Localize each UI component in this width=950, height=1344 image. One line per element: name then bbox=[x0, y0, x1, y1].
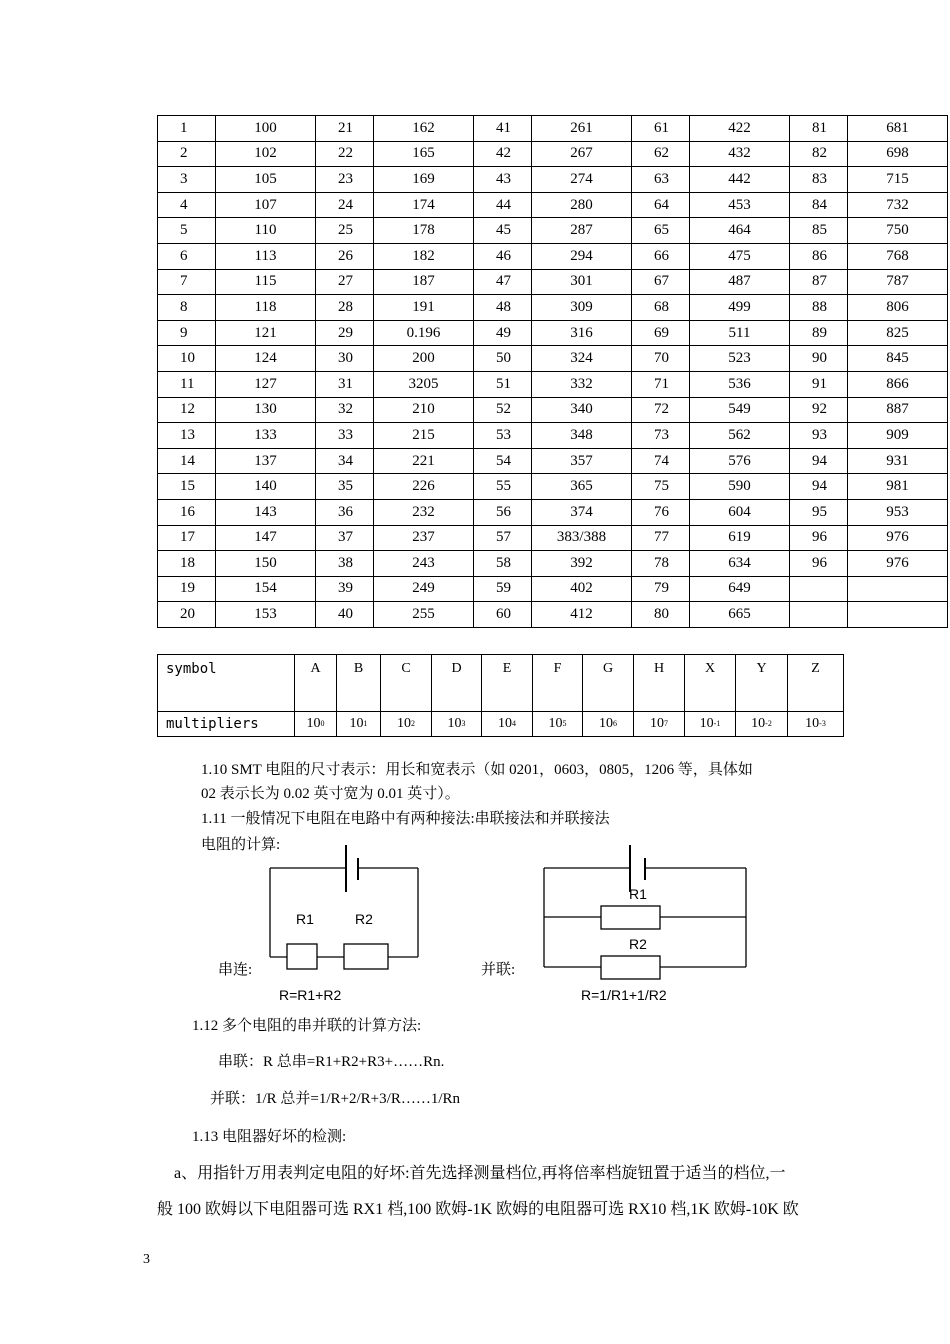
code-index-cell: 55 bbox=[474, 474, 532, 500]
code-index-cell: 89 bbox=[790, 320, 848, 346]
code-index-cell: 18 bbox=[158, 551, 216, 577]
resistor-value-cell: 0.196 bbox=[374, 320, 474, 346]
multiplier-base: 10 bbox=[548, 716, 563, 731]
parallel-label: 并联: bbox=[481, 962, 516, 978]
code-index-cell: 76 bbox=[632, 499, 690, 525]
code-index-cell: 56 bbox=[474, 499, 532, 525]
resistor-value-cell: 147 bbox=[216, 525, 316, 551]
code-index-cell: 21 bbox=[316, 116, 374, 142]
code-index-cell: 9 bbox=[158, 320, 216, 346]
resistor-value-cell: 698 bbox=[848, 141, 948, 167]
parallel-formula: R=1/R1+1/R2 bbox=[581, 987, 667, 1003]
resistor-value-cell: 133 bbox=[216, 423, 316, 449]
multipliers-header: multipliers bbox=[158, 712, 295, 737]
code-index-cell: 68 bbox=[632, 295, 690, 321]
code-index-cell: 11 bbox=[158, 371, 216, 397]
resistor-value-cell: 536 bbox=[690, 371, 790, 397]
resistor-value-cell: 316 bbox=[532, 320, 632, 346]
resistor-value-cell: 115 bbox=[216, 269, 316, 295]
code-index-cell: 71 bbox=[632, 371, 690, 397]
resistor-value-cell: 294 bbox=[532, 243, 632, 269]
parallel-r2-resistor bbox=[601, 956, 660, 979]
code-index-cell: 69 bbox=[632, 320, 690, 346]
resistor-value-cell: 140 bbox=[216, 474, 316, 500]
code-index-cell: 78 bbox=[632, 551, 690, 577]
multiplier-exponent: 3 bbox=[461, 719, 466, 728]
section-1-10-line2: 02 表示长为 0.02 英寸宽为 0.01 英寸）。 bbox=[201, 786, 460, 802]
parallel-calc: 并联：1/R 总并=1/R+2/R+3/R……1/Rn bbox=[210, 1091, 460, 1107]
resistor-value-cell: 118 bbox=[216, 295, 316, 321]
resistor-value-cell: 825 bbox=[848, 320, 948, 346]
calc-heading: 电阻的计算: bbox=[201, 837, 281, 853]
resistor-value-cell: 374 bbox=[532, 499, 632, 525]
code-index-cell: 10 bbox=[158, 346, 216, 372]
resistor-value-cell: 187 bbox=[374, 269, 474, 295]
resistor-value-cell: 221 bbox=[374, 448, 474, 474]
code-index-cell: 67 bbox=[632, 269, 690, 295]
multiplier-base: 10 bbox=[599, 716, 613, 731]
series-formula: R=R1+R2 bbox=[279, 987, 342, 1003]
multiplier-exponent: -3 bbox=[819, 719, 826, 728]
code-index-cell: 24 bbox=[316, 192, 374, 218]
multiplier-base: 10 bbox=[447, 716, 462, 731]
code-index-cell: 13 bbox=[158, 423, 216, 449]
resistor-value-cell: 210 bbox=[374, 397, 474, 423]
resistor-value-cell: 649 bbox=[690, 576, 790, 602]
resistor-value-cell: 715 bbox=[848, 167, 948, 193]
resistor-value-cell: 162 bbox=[374, 116, 474, 142]
multiplier-base: 10 bbox=[397, 716, 411, 731]
code-index-cell: 50 bbox=[474, 346, 532, 372]
symbol-cell: X bbox=[685, 655, 736, 712]
multiplier-exponent: -2 bbox=[765, 719, 772, 728]
code-index-cell: 74 bbox=[632, 448, 690, 474]
code-index-cell: 85 bbox=[790, 218, 848, 244]
code-index-cell: 14 bbox=[158, 448, 216, 474]
code-index-cell: 28 bbox=[316, 295, 374, 321]
code-index-cell: 86 bbox=[790, 243, 848, 269]
parallel-r2-label: R2 bbox=[629, 936, 647, 952]
resistor-value-cell: 432 bbox=[690, 141, 790, 167]
code-index-cell: 75 bbox=[632, 474, 690, 500]
symbol-cell: F bbox=[533, 655, 583, 712]
symbol-cell: C bbox=[381, 655, 432, 712]
multiplier-base: 10 bbox=[349, 716, 364, 731]
resistor-value-cell: 309 bbox=[532, 295, 632, 321]
code-index-cell: 92 bbox=[790, 397, 848, 423]
code-index-cell: 19 bbox=[158, 576, 216, 602]
code-index-cell: 59 bbox=[474, 576, 532, 602]
code-index-cell: 73 bbox=[632, 423, 690, 449]
resistor-value-cell: 215 bbox=[374, 423, 474, 449]
series-r1-resistor bbox=[287, 944, 317, 969]
resistor-value-cell: 887 bbox=[848, 397, 948, 423]
resistor-value-cell: 523 bbox=[690, 346, 790, 372]
code-index-cell: 87 bbox=[790, 269, 848, 295]
para-a-line2: 般 100 欧姆以下电阻器可选 RX1 档,100 欧姆-1K 欧姆的电阻器可选 RX10 档,1K 欧姆-10K 欧 bbox=[157, 1201, 799, 1218]
code-index-cell: 29 bbox=[316, 320, 374, 346]
multiplier-exponent: -1 bbox=[713, 719, 721, 728]
code-index-cell: 46 bbox=[474, 243, 532, 269]
multiplier-exponent: 7 bbox=[664, 719, 668, 728]
resistor-value-cell: 665 bbox=[690, 602, 790, 628]
resistor-value-cell: 732 bbox=[848, 192, 948, 218]
series-circuit bbox=[270, 845, 418, 969]
code-index-cell: 57 bbox=[474, 525, 532, 551]
resistor-value-cell: 165 bbox=[374, 141, 474, 167]
resistor-value-cell: 845 bbox=[848, 346, 948, 372]
series-r2-resistor bbox=[344, 944, 388, 969]
resistor-value-cell: 681 bbox=[848, 116, 948, 142]
code-index-cell: 94 bbox=[790, 474, 848, 500]
code-index-cell: 31 bbox=[316, 371, 374, 397]
code-index-cell: 4 bbox=[158, 192, 216, 218]
resistor-value-cell: 143 bbox=[216, 499, 316, 525]
resistor-value-cell: 866 bbox=[848, 371, 948, 397]
symbol-cell: A bbox=[295, 655, 337, 712]
code-index-cell: 43 bbox=[474, 167, 532, 193]
multiplier-exponent: 6 bbox=[613, 719, 617, 728]
code-index-cell: 61 bbox=[632, 116, 690, 142]
code-index-cell: 27 bbox=[316, 269, 374, 295]
resistor-value-cell: 105 bbox=[216, 167, 316, 193]
resistor-value-cell: 237 bbox=[374, 525, 474, 551]
code-index-cell: 32 bbox=[316, 397, 374, 423]
code-index-cell: 81 bbox=[790, 116, 848, 142]
resistor-value-cell: 137 bbox=[216, 448, 316, 474]
code-index-cell: 34 bbox=[316, 448, 374, 474]
resistor-value-cell: 232 bbox=[374, 499, 474, 525]
resistor-value-cell: 475 bbox=[690, 243, 790, 269]
symbol-cell: Z bbox=[788, 655, 844, 712]
multiplier-base: 10 bbox=[650, 716, 664, 731]
code-index-cell: 23 bbox=[316, 167, 374, 193]
multiplier-base: 10 bbox=[699, 716, 714, 731]
section-1-10-line1: 1.10 SMT 电阻的尺寸表示：用长和宽表示（如 0201，0603，0805，1206 等，具体如 bbox=[201, 762, 753, 778]
series-label: 串连: bbox=[218, 962, 253, 978]
code-index-cell: 6 bbox=[158, 243, 216, 269]
section-1-12: 1.12 多个电阻的串并联的计算方法: bbox=[192, 1018, 422, 1034]
parallel-r1-label: R1 bbox=[629, 886, 647, 902]
resistor-value-cell: 357 bbox=[532, 448, 632, 474]
multiplier-base: 10 bbox=[498, 716, 512, 731]
resistor-value-cell: 511 bbox=[690, 320, 790, 346]
multiplier-base: 10 bbox=[751, 716, 766, 731]
resistor-value-cell: 332 bbox=[532, 371, 632, 397]
resistor-value-cell: 267 bbox=[532, 141, 632, 167]
resistor-value-cell: 909 bbox=[848, 423, 948, 449]
code-index-cell: 17 bbox=[158, 525, 216, 551]
resistor-value-cell: 102 bbox=[216, 141, 316, 167]
code-index-cell: 15 bbox=[158, 474, 216, 500]
resistor-value-cell: 619 bbox=[690, 525, 790, 551]
code-index-cell: 96 bbox=[790, 525, 848, 551]
code-index-cell: 60 bbox=[474, 602, 532, 628]
symbol-cell: B bbox=[337, 655, 381, 712]
code-index-cell: 25 bbox=[316, 218, 374, 244]
resistor-value-cell: 442 bbox=[690, 167, 790, 193]
code-index-cell: 93 bbox=[790, 423, 848, 449]
code-index-cell: 47 bbox=[474, 269, 532, 295]
code-index-cell: 49 bbox=[474, 320, 532, 346]
resistor-value-cell: 243 bbox=[374, 551, 474, 577]
code-index-cell: 88 bbox=[790, 295, 848, 321]
resistor-value-cell: 191 bbox=[374, 295, 474, 321]
code-index-cell: 35 bbox=[316, 474, 374, 500]
code-index-cell: 42 bbox=[474, 141, 532, 167]
code-index-cell: 16 bbox=[158, 499, 216, 525]
resistor-value-cell: 499 bbox=[690, 295, 790, 321]
code-index-cell: 82 bbox=[790, 141, 848, 167]
code-index-cell: 7 bbox=[158, 269, 216, 295]
code-index-cell: 96 bbox=[790, 551, 848, 577]
resistor-value-cell: 287 bbox=[532, 218, 632, 244]
resistor-value-cell: 301 bbox=[532, 269, 632, 295]
code-index-cell: 44 bbox=[474, 192, 532, 218]
resistor-value-cell: 422 bbox=[690, 116, 790, 142]
code-index-cell: 20 bbox=[158, 602, 216, 628]
code-index-cell: 41 bbox=[474, 116, 532, 142]
resistor-value-cell: 153 bbox=[216, 602, 316, 628]
multiplier-exponent: 1 bbox=[363, 719, 368, 728]
resistor-value-cell: 150 bbox=[216, 551, 316, 577]
multiplier-exponent: 5 bbox=[562, 719, 567, 728]
code-index-cell: 72 bbox=[632, 397, 690, 423]
code-index-cell: 8 bbox=[158, 295, 216, 321]
resistor-value-cell: 261 bbox=[532, 116, 632, 142]
code-index-cell: 2 bbox=[158, 141, 216, 167]
resistor-value-cell: 576 bbox=[690, 448, 790, 474]
resistor-value-cell: 121 bbox=[216, 320, 316, 346]
multiplier-base: 10 bbox=[306, 716, 321, 731]
code-index-cell: 90 bbox=[790, 346, 848, 372]
code-index-cell: 54 bbox=[474, 448, 532, 474]
code-index-cell: 80 bbox=[632, 602, 690, 628]
code-index-cell: 84 bbox=[790, 192, 848, 218]
section-1-13: 1.13 电阻器好坏的检测: bbox=[192, 1129, 347, 1145]
code-index-cell: 94 bbox=[790, 448, 848, 474]
resistor-value-cell: 787 bbox=[848, 269, 948, 295]
resistor-value-cell: 340 bbox=[532, 397, 632, 423]
resistor-value-cell: 113 bbox=[216, 243, 316, 269]
section-1-11: 1.11 一般情况下电阻在电路中有两种接法:串联接法和并联接法 bbox=[201, 811, 610, 827]
multiplier-exponent: 0 bbox=[320, 719, 325, 728]
resistor-value-cell: 169 bbox=[374, 167, 474, 193]
parallel-circuit bbox=[544, 845, 746, 979]
code-index-cell: 95 bbox=[790, 499, 848, 525]
resistor-value-cell: 453 bbox=[690, 192, 790, 218]
resistor-value-cell: 402 bbox=[532, 576, 632, 602]
symbol-cell: D bbox=[432, 655, 482, 712]
series-r1-label: R1 bbox=[296, 911, 314, 927]
resistor-value-cell: 976 bbox=[848, 525, 948, 551]
multiplier-base: 10 bbox=[805, 716, 820, 731]
resistor-value-cell: 324 bbox=[532, 346, 632, 372]
resistor-value-cell: 226 bbox=[374, 474, 474, 500]
code-index-cell: 65 bbox=[632, 218, 690, 244]
resistor-value-cell: 931 bbox=[848, 448, 948, 474]
series-r2-label: R2 bbox=[355, 911, 373, 927]
resistor-value-cell: 412 bbox=[532, 602, 632, 628]
resistor-value-cell: 953 bbox=[848, 499, 948, 525]
code-index-cell: 12 bbox=[158, 397, 216, 423]
resistor-value-cell: 464 bbox=[690, 218, 790, 244]
resistor-value-cell: 274 bbox=[532, 167, 632, 193]
resistor-value-cell: 976 bbox=[848, 551, 948, 577]
resistor-value-cell: 255 bbox=[374, 602, 474, 628]
resistor-value-cell: 806 bbox=[848, 295, 948, 321]
symbol-cell: G bbox=[583, 655, 634, 712]
resistor-value-cell: 562 bbox=[690, 423, 790, 449]
code-index-cell: 1 bbox=[158, 116, 216, 142]
resistor-value-cell: 549 bbox=[690, 397, 790, 423]
resistor-value-cell: 107 bbox=[216, 192, 316, 218]
resistor-value-cell: 487 bbox=[690, 269, 790, 295]
code-index-cell: 39 bbox=[316, 576, 374, 602]
resistor-value-cell: 365 bbox=[532, 474, 632, 500]
code-index-cell: 30 bbox=[316, 346, 374, 372]
symbol-cell: Y bbox=[736, 655, 788, 712]
code-index-cell: 40 bbox=[316, 602, 374, 628]
code-index-cell: 37 bbox=[316, 525, 374, 551]
code-index-cell: 26 bbox=[316, 243, 374, 269]
code-index-cell: 91 bbox=[790, 371, 848, 397]
code-index-cell: 36 bbox=[316, 499, 374, 525]
resistor-value-cell: 182 bbox=[374, 243, 474, 269]
resistor-value-cell: 110 bbox=[216, 218, 316, 244]
resistor-value-cell: 249 bbox=[374, 576, 474, 602]
resistor-value-cell: 127 bbox=[216, 371, 316, 397]
multiplier-exponent: 2 bbox=[411, 719, 415, 728]
symbol-cell: H bbox=[634, 655, 685, 712]
resistor-value-cell: 750 bbox=[848, 218, 948, 244]
code-index-cell: 38 bbox=[316, 551, 374, 577]
resistor-value-cell: 3205 bbox=[374, 371, 474, 397]
resistor-value-cell: 200 bbox=[374, 346, 474, 372]
code-index-cell: 62 bbox=[632, 141, 690, 167]
code-index-cell: 53 bbox=[474, 423, 532, 449]
code-index-cell: 63 bbox=[632, 167, 690, 193]
code-index-cell: 83 bbox=[790, 167, 848, 193]
symbol-header: symbol bbox=[158, 655, 295, 712]
code-index-cell: 3 bbox=[158, 167, 216, 193]
code-index-cell: 5 bbox=[158, 218, 216, 244]
resistor-value-cell: 124 bbox=[216, 346, 316, 372]
code-index-cell: 51 bbox=[474, 371, 532, 397]
series-calc: 串联：R 总串=R1+R2+R3+……Rn. bbox=[218, 1054, 445, 1070]
resistor-value-cell: 981 bbox=[848, 474, 948, 500]
parallel-r1-resistor bbox=[601, 906, 660, 929]
multiplier-exponent: 4 bbox=[512, 719, 516, 728]
resistor-value-cell: 604 bbox=[690, 499, 790, 525]
code-index-cell: 52 bbox=[474, 397, 532, 423]
code-index-cell: 48 bbox=[474, 295, 532, 321]
resistor-value-cell: 383/388 bbox=[532, 525, 632, 551]
resistor-value-cell: 768 bbox=[848, 243, 948, 269]
code-index-cell: 45 bbox=[474, 218, 532, 244]
resistor-value-cell: 348 bbox=[532, 423, 632, 449]
code-index-cell: 70 bbox=[632, 346, 690, 372]
code-index-cell: 79 bbox=[632, 576, 690, 602]
code-index-cell: 58 bbox=[474, 551, 532, 577]
resistor-value-cell: 590 bbox=[690, 474, 790, 500]
resistor-value-cell: 130 bbox=[216, 397, 316, 423]
resistor-value-cell: 100 bbox=[216, 116, 316, 142]
code-index-cell: 66 bbox=[632, 243, 690, 269]
resistor-value-cell: 634 bbox=[690, 551, 790, 577]
code-index-cell: 22 bbox=[316, 141, 374, 167]
code-index-cell: 77 bbox=[632, 525, 690, 551]
resistor-value-cell: 178 bbox=[374, 218, 474, 244]
page-number: 3 bbox=[143, 1252, 150, 1267]
para-a-line1: a、用指针万用表判定电阻的好坏:首先选择测量档位,再将倍率档旋钮置于适当的档位,一 bbox=[174, 1165, 786, 1182]
resistor-value-cell: 154 bbox=[216, 576, 316, 602]
resistor-value-cell: 280 bbox=[532, 192, 632, 218]
symbol-cell: E bbox=[482, 655, 533, 712]
resistor-value-cell: 174 bbox=[374, 192, 474, 218]
code-index-cell: 33 bbox=[316, 423, 374, 449]
code-index-cell: 64 bbox=[632, 192, 690, 218]
resistor-value-cell: 392 bbox=[532, 551, 632, 577]
